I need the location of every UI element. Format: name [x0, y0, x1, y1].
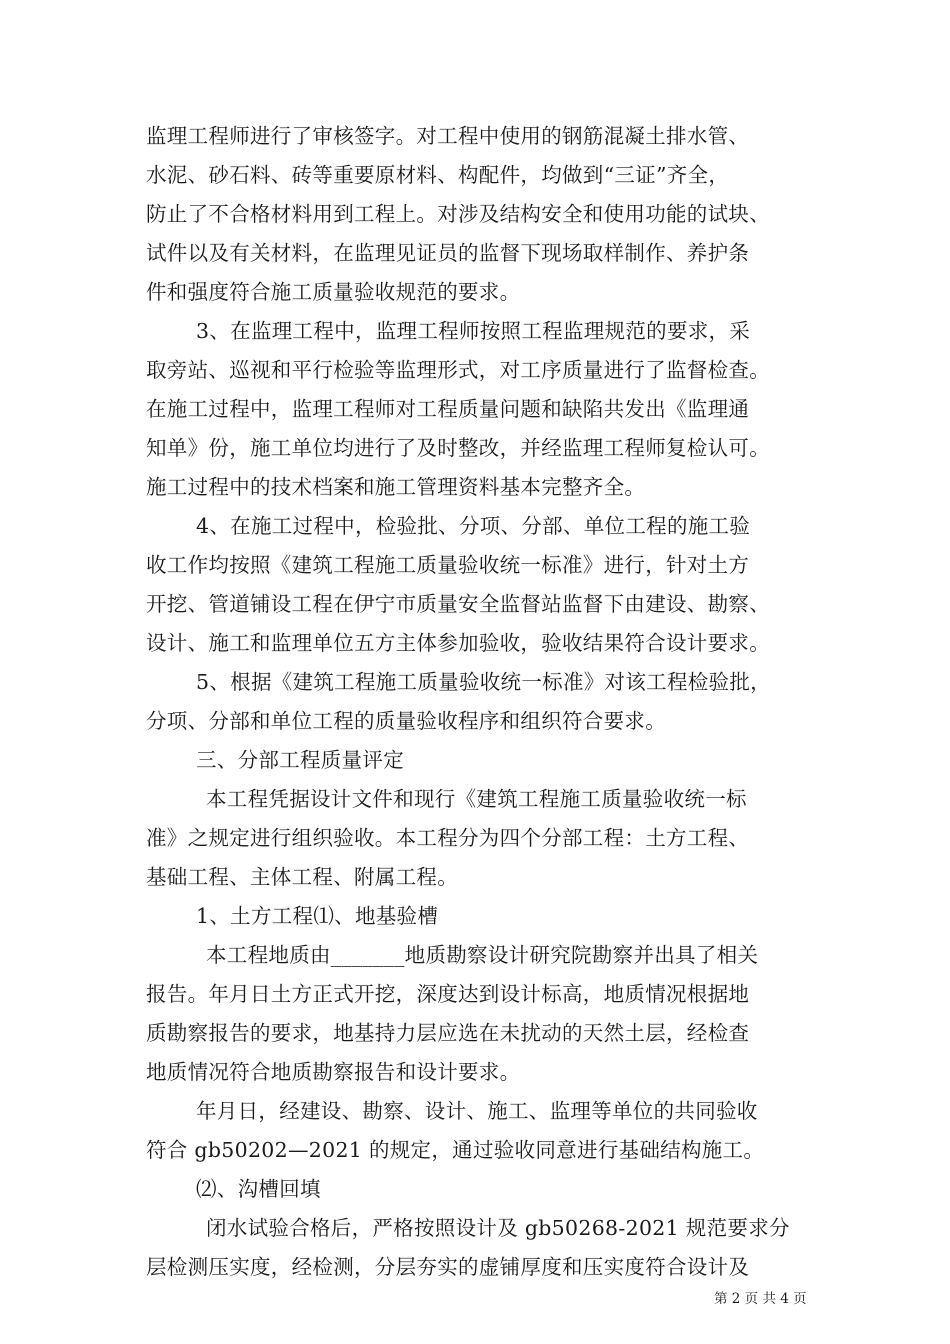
text-line: 4、在施工过程中，检验批、分项、分部、单位工程的施工验: [196, 514, 751, 538]
text-line: 基础工程、主体工程、附属工程。: [146, 865, 458, 889]
text-line: 设计、施工和监理单位五方主体参加验收，验收结果符合设计要求。: [146, 631, 770, 655]
text-line: 质勘察报告的要求，地基持力层应选在未扰动的天然土层，经检查: [146, 1021, 750, 1045]
text-line: 分项、分部和单位工程的质量验收程序和组织符合要求。: [146, 709, 666, 733]
text-line: 知单》份，施工单位均进行了及时整改，并经监理工程师复检认可。: [146, 436, 770, 460]
text-line: 5、根据《建筑工程施工质量验收统一标准》对该工程检验批，: [196, 670, 771, 694]
text-line: 件和强度符合施工质量验收规范的要求。: [146, 280, 521, 304]
text-line: 防止了不合格材料用到工程上。对涉及结构安全和使用功能的试块、: [146, 202, 770, 226]
text-line: 取旁站、巡视和平行检验等监理形式，对工序质量进行了监督检查。: [146, 358, 770, 382]
text-line: 试件以及有关材料，在监理见证员的监督下现场取样制作、养护条: [146, 241, 750, 265]
text-line: 地质情况符合地质勘察报告和设计要求。: [146, 1060, 521, 1084]
section-heading: 三、分部工程质量评定: [196, 748, 404, 772]
text-line: 监理工程师进行了审核签字。对工程中使用的钢筋混凝土排水管、: [146, 124, 750, 148]
text-line: 施工过程中的技术档案和施工管理资料基本完整齐全。: [146, 475, 646, 499]
text-line: 符合 gb50202—2021 的规定，通过验收同意进行基础结构施工。: [146, 1138, 765, 1162]
text-line: 报告。年月日土方正式开挖，深度达到设计标高，地质情况根据地: [146, 982, 750, 1006]
text-line: 3、在监理工程中，监理工程师按照工程监理规范的要求，采: [196, 319, 751, 343]
text-line: 收工作均按照《建筑工程施工质量验收统一标准》进行，针对土方: [146, 553, 750, 577]
text-line: 本工程凭据设计文件和现行《建筑工程施工质量验收统一标: [206, 787, 747, 811]
text-line: 闭水试验合格后，严格按照设计及 gb50268-2021 规范要求分: [206, 1216, 790, 1240]
text-line: 水泥、砂石料、砖等重要原材料、构配件，均做到“三证”齐全，: [146, 163, 730, 187]
text-line: 本工程地质由_______地质勘察设计研究院勘察并出具了相关: [206, 943, 759, 967]
subsection-heading: 1、土方工程⑴、地基验槽: [196, 904, 439, 928]
subsection-heading: ⑵、沟槽回填: [196, 1177, 321, 1201]
text-line: 年月日，经建设、勘察、设计、施工、监理等单位的共同验收: [196, 1099, 758, 1123]
text-line: 在施工过程中，监理工程师对工程质量问题和缺陷共发出《监理通: [146, 397, 750, 421]
text-line: 层检测压实度，经检测，分层夯实的虚铺厚度和压实度符合设计及: [146, 1255, 750, 1279]
text-line: 准》之规定进行组织验收。本工程分为四个分部工程：土方工程、: [146, 826, 750, 850]
page-number: 第 2 页 共 4 页: [714, 1291, 807, 1307]
text-line: 开挖、管道铺设工程在伊宁市质量安全监督站监督下由建设、勘察、: [146, 592, 770, 616]
